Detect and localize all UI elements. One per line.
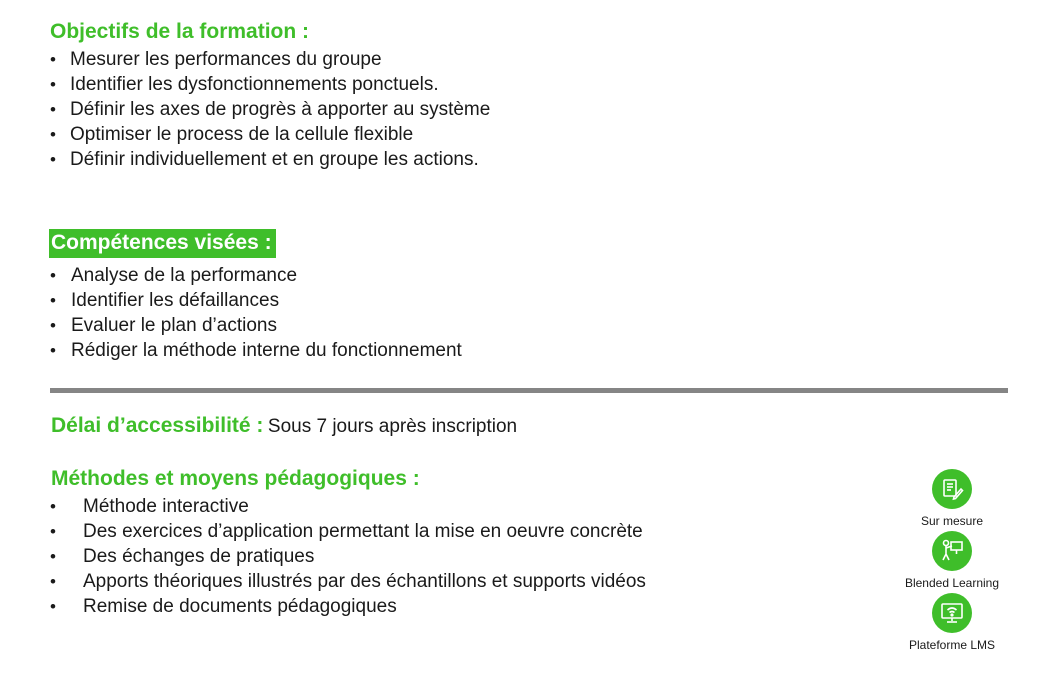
list-item: • Des exercices d’application permettant la mise en oeuvre concrète (50, 519, 646, 544)
competences-list (50, 263, 462, 363)
list-item: • Mesurer les performances du groupe (50, 47, 490, 72)
list-item: • Optimiser le process de la cellule flexible (50, 122, 490, 147)
objectifs-list (50, 47, 490, 172)
methodes-heading: Méthodes et moyens pédagogiques : (51, 467, 420, 490)
presenter-board-icon (932, 531, 972, 571)
feature-sur-mesure (882, 469, 1022, 528)
list-item: • Analyse de la performance (50, 263, 462, 288)
feature-label: Plateforme LMS (908, 638, 996, 652)
list-item: • Rédiger la méthode interne du fonctionnement (50, 338, 462, 363)
delai-value: Sous 7 jours après inscription (267, 416, 518, 437)
delai-row (51, 414, 517, 438)
monitor-wifi-icon (932, 593, 972, 633)
objectifs-heading: Objectifs de la formation : (50, 20, 310, 43)
list-item: • Identifier les défaillances (50, 288, 462, 313)
list-item: • Apports théoriques illustrés par des échantillons et supports vidéos (50, 569, 646, 594)
section-divider (50, 388, 1008, 393)
feature-label: Sur mesure (920, 514, 984, 528)
list-item: • Des échanges de pratiques (50, 544, 646, 569)
feature-plateforme-lms (882, 593, 1022, 652)
list-item: • Définir les axes de progrès à apporter au système (50, 97, 490, 122)
feature-blended-learning (882, 531, 1022, 590)
list-item: • Evaluer le plan d’actions (50, 313, 462, 338)
list-item: • Identifier les dysfonctionnements ponctuels. (50, 72, 490, 97)
list-item: • Remise de documents pédagogiques (50, 594, 646, 619)
feature-label: Blended Learning (904, 576, 1000, 590)
delai-label: Délai d’accessibilité : (51, 414, 264, 437)
list-item: • Définir individuellement et en groupe les actions. (50, 147, 490, 172)
list-item: • Méthode interactive (50, 494, 646, 519)
methodes-list (50, 494, 646, 619)
document-pen-icon (932, 469, 972, 509)
competences-heading: Compétences visées : (49, 229, 276, 258)
